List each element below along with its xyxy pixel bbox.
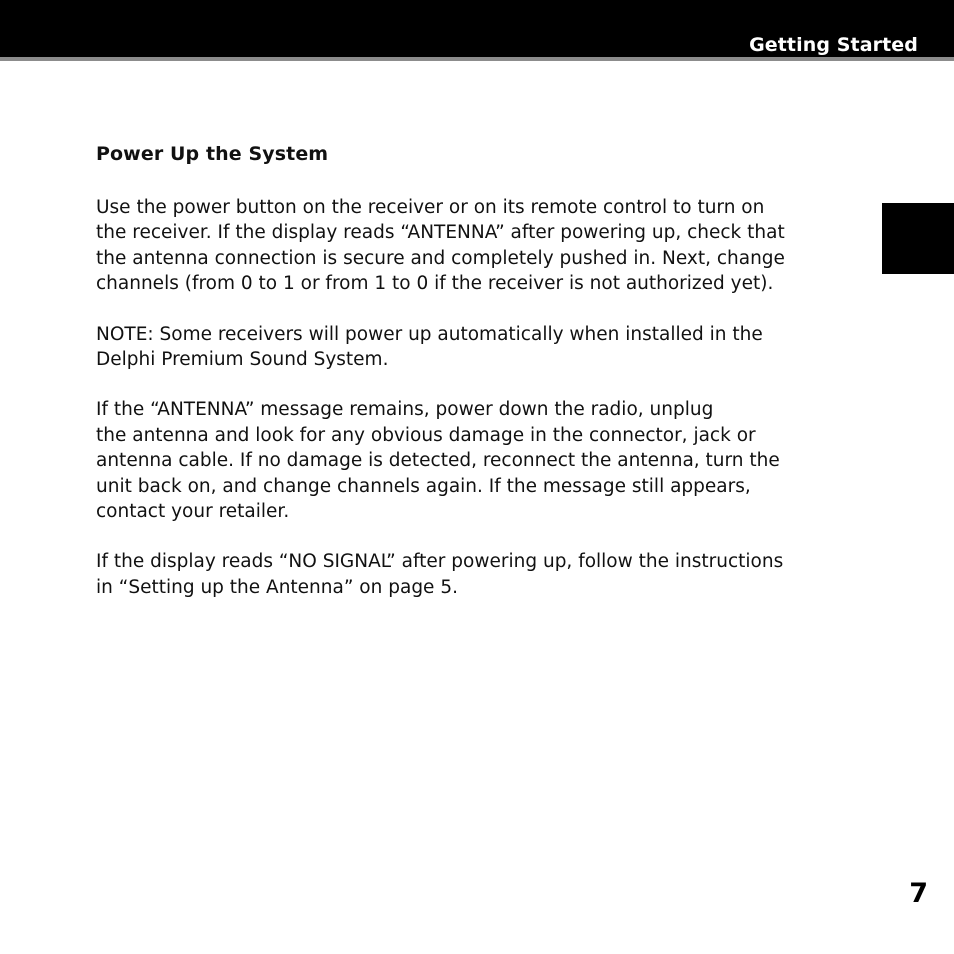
paragraph-note — [96, 322, 866, 373]
paragraph-line: If the “ANTENNA” message remains, power down the radio, unplug — [96, 399, 714, 421]
paragraph-line: antenna cable. If no damage is detected, reconnect the antenna, turn the — [96, 450, 780, 472]
section-title: Getting Started — [749, 34, 918, 56]
paragraph-line: Delphi Premium Sound System. — [96, 349, 389, 371]
paragraph-line: unit back on, and change channels again. If the message still appears, — [96, 475, 751, 497]
paragraph-line: in “Setting up the Antenna” on page 5. — [96, 576, 458, 598]
paragraph-power-on — [96, 195, 866, 297]
paragraph-line: the antenna and look for any obvious damage in the connector, jack or — [96, 424, 756, 446]
paragraph-line: If the display reads “NO SIGNAL” after powering up, follow the instructions — [96, 551, 784, 573]
page-number: 7 — [909, 878, 928, 909]
paragraph-line: Use the power button on the receiver or on its remote control to turn on — [96, 197, 765, 218]
paragraph-line: the receiver. If the display reads “ANTENNA” after powering up, check that — [96, 222, 785, 244]
paragraph-antenna-message — [96, 397, 866, 524]
paragraph-line: channels (from 0 to 1 or from 1 to 0 if the receiver is not authorized yet). — [96, 273, 774, 295]
paragraph-line: NOTE: Some receivers will power up automatically when installed in the — [96, 323, 763, 345]
header-rule — [0, 57, 954, 61]
paragraph-line: contact your retailer. — [96, 501, 290, 523]
paragraph-no-signal — [96, 549, 866, 600]
chapter-tab — [882, 203, 954, 274]
section-heading: Power Up the System — [96, 143, 329, 165]
paragraph-line: the antenna connection is secure and completely pushed in. Next, change — [96, 247, 785, 269]
page-content — [96, 141, 866, 625]
